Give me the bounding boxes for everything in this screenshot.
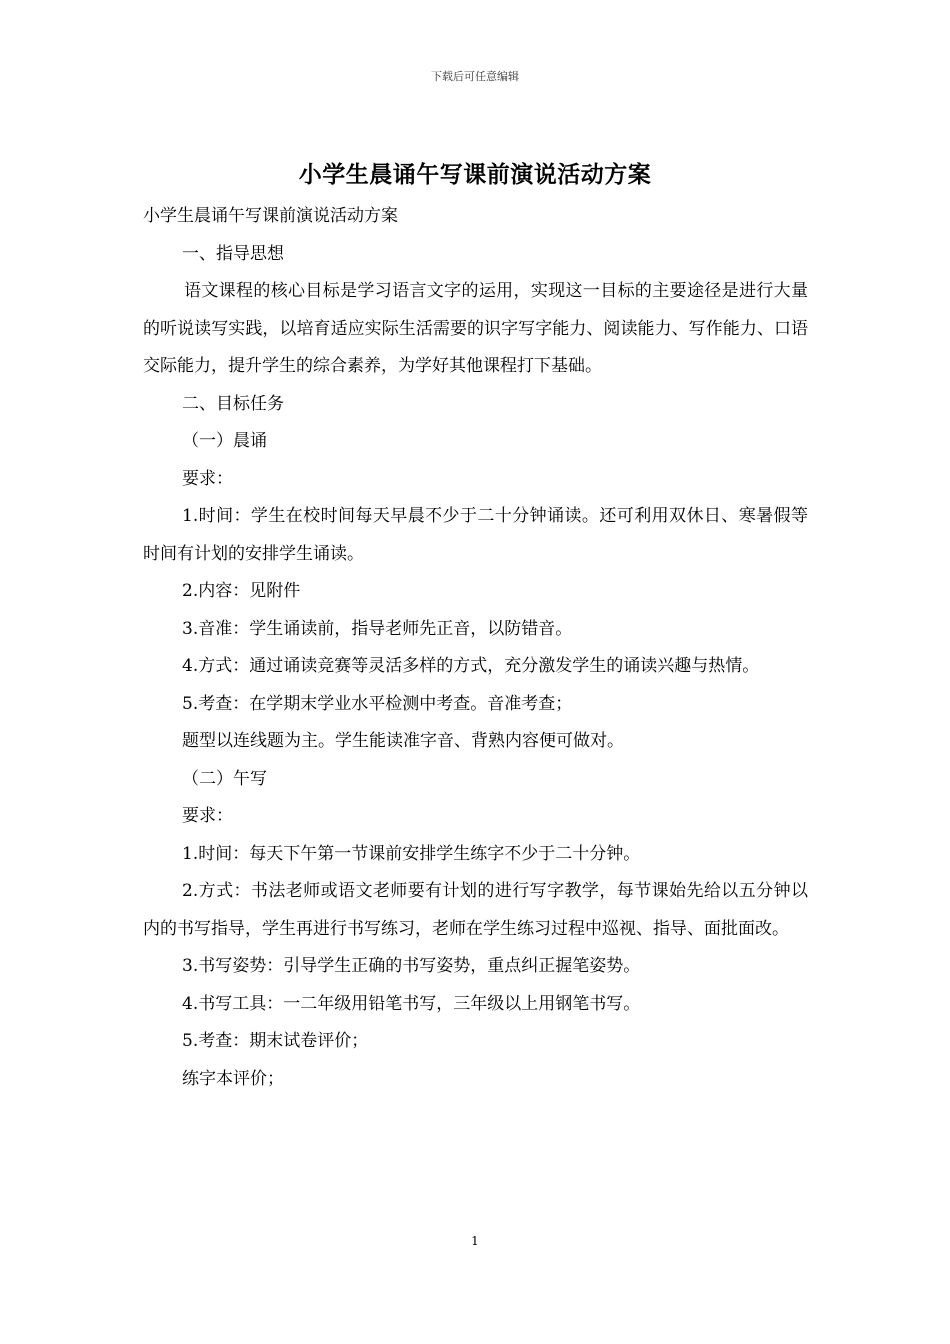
page-header-note: 下载后可任意编辑 — [431, 70, 519, 83]
list-item-time: 1.时间：每天下午第一节课前安排学生练字不少于二十分钟。 — [182, 843, 641, 864]
list-item-pronunciation: 3.音准：学生诵读前，指导老师先正音，以防错音。 — [182, 618, 573, 639]
section-heading-goals: 二、目标任务 — [182, 393, 284, 414]
assessment-detail: 题型以连线题为主。学生能读准字音、背熟内容便可做对。 — [182, 731, 624, 751]
requirements-label: 要求： — [182, 468, 233, 489]
paragraph-guiding-ideology: 语文课程的核心目标是学习语言文字的运用，实现这一目标的主要途径是进行大量的听说读写实践，以培育适应实际生活需要的识字写字能力、阅读能力、写作能力、口语交际能力，提升学生的综合素养，为学好其他课程打下基础。 — [143, 281, 808, 376]
section-heading-guiding-ideology: 一、指导思想 — [182, 243, 284, 264]
list-item-assessment: 5.考查：在学期末学业水平检测中考查。音准考查； — [182, 693, 573, 714]
document-body — [143, 198, 808, 1098]
assessment-detail: 练字本评价； — [182, 1068, 284, 1089]
list-item-method: 2.方式：书法老师或语文老师要有计划的进行写字教学，每节课始先给以五分钟以内的书写指导，学生再进行书写练习，老师在学生练习过程中巡视、指导、面批面改。 — [143, 881, 808, 939]
subsection-heading-noon-writing: （二）午写 — [182, 768, 267, 789]
list-item-method: 4.方式：通过诵读竞赛等灵活多样的方式，充分激发学生的诵读兴趣与热情。 — [182, 656, 760, 676]
subsection-heading-morning-reading: （一）晨诵 — [182, 431, 267, 451]
page-number: 1 — [471, 1234, 479, 1248]
list-item-writing-posture: 3.书写姿势：引导学生正确的书写姿势，重点纠正握笔姿势。 — [182, 956, 641, 976]
requirements-label: 要求： — [182, 806, 233, 826]
list-item-writing-tools: 4.书写工具：一二年级用铅笔书写，三年级以上用钢笔书写。 — [182, 993, 641, 1014]
subtitle-line: 小学生晨诵午写课前演说活动方案 — [143, 206, 398, 226]
document-title: 小学生晨诵午写课前演说活动方案 — [298, 161, 652, 188]
list-item-time: 1.时间：学生在校时间每天早晨不少于二十分钟诵读。还可利用双休日、寒暑假等时间有计划的安排学生诵读。 — [143, 506, 808, 564]
list-item-content: 2.内容：见附件 — [182, 581, 301, 601]
list-item-assessment: 5.考查：期末试卷评价； — [182, 1031, 369, 1051]
